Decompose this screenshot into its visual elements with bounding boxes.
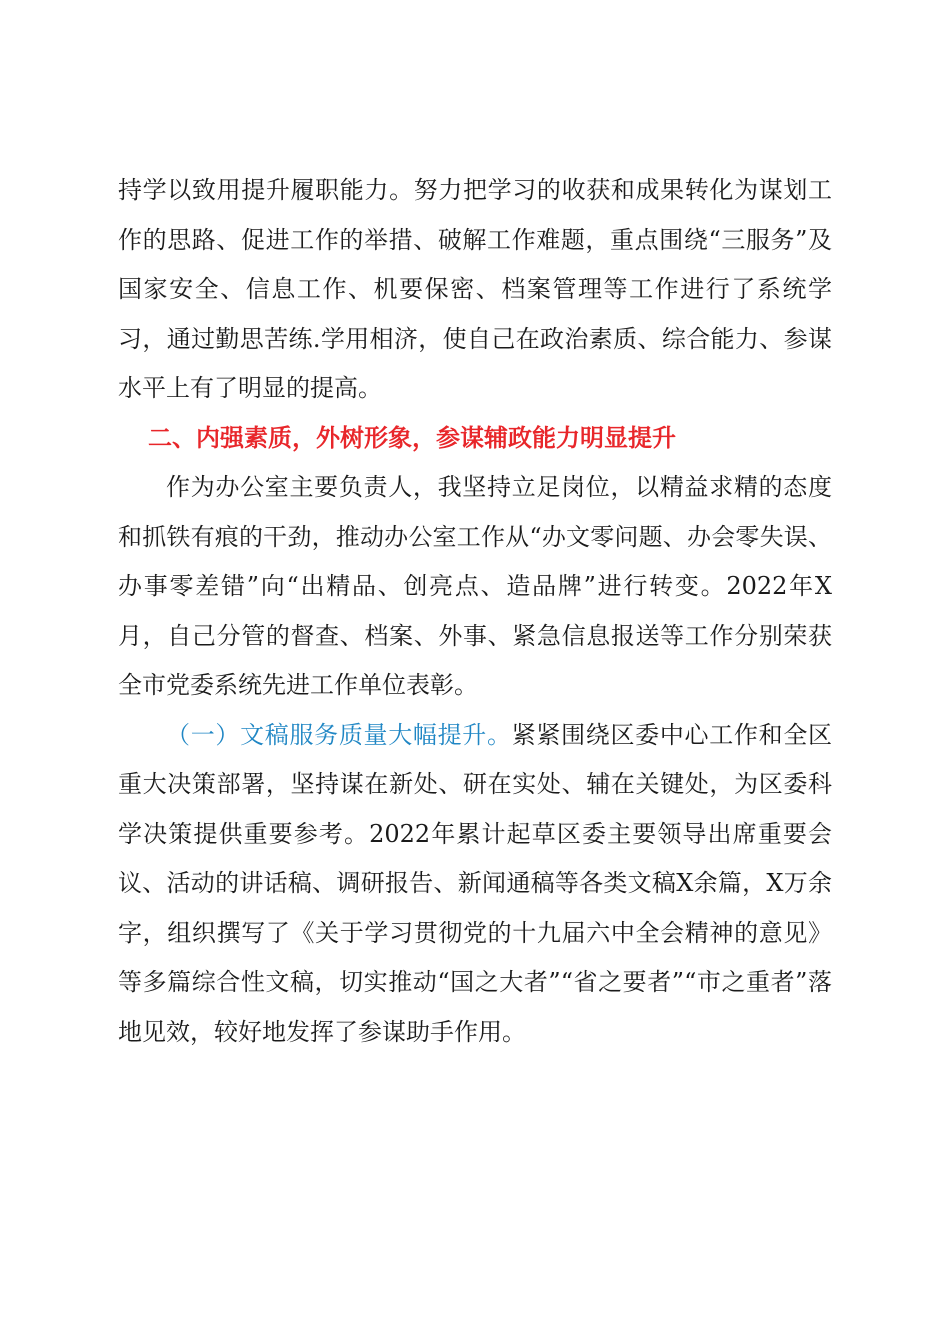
subsection-heading-1: （一）文稿服务质量大幅提升。: [166, 720, 512, 749]
body-paragraph-subsection-1: [118, 711, 832, 1058]
body-paragraph-section-2: 作为办公室主要负责人，我坚持立足岗位，以精益求精的态度和抓铁有痕的干劲，推动办公室工作从“办文零问题、办会零失误、办事零差错”向“出精品、创亮点、造品牌”进行转变。2022年X月，自己分管的督查、档案、外事、紧急信息报送等工作分别荣获全市党委系统先进工作单位表彰。: [118, 473, 832, 699]
body-paragraph-continued: 持学以致用提升履职能力。努力把学习的收获和成果转化为谋划工作的思路、促进工作的举措、破解工作难题，重点围绕“三服务”及国家安全、信息工作、机要保密、档案管理等工作进行了系统学习，通过勤思苦练.学用相济，使自己在政治素质、综合能力、参谋水平上有了明显的提高。: [118, 176, 832, 402]
subsection-1-text: 紧紧围绕区委中心工作和全区重大决策部署，坚持谋在新处、研在实处、辅在关键处，为区委科学决策提供重要参考。2022年累计起草区委主要领导出席重要会议、活动的讲话稿、调研报告、新闻通稿等各类文稿X余篇，X万余字，组织撰写了《关于学习贯彻党的十九届六中全会精神的意见》等多篇综合性文稿，切实推动“国之大者”“省之要者”“市之重者”落地见效，较好地发挥了参谋助手作用。: [118, 720, 833, 1046]
document-body: [118, 166, 832, 1057]
section-heading-2: 二、内强素质，外树形象，参谋辅政能力明显提升: [148, 423, 676, 452]
